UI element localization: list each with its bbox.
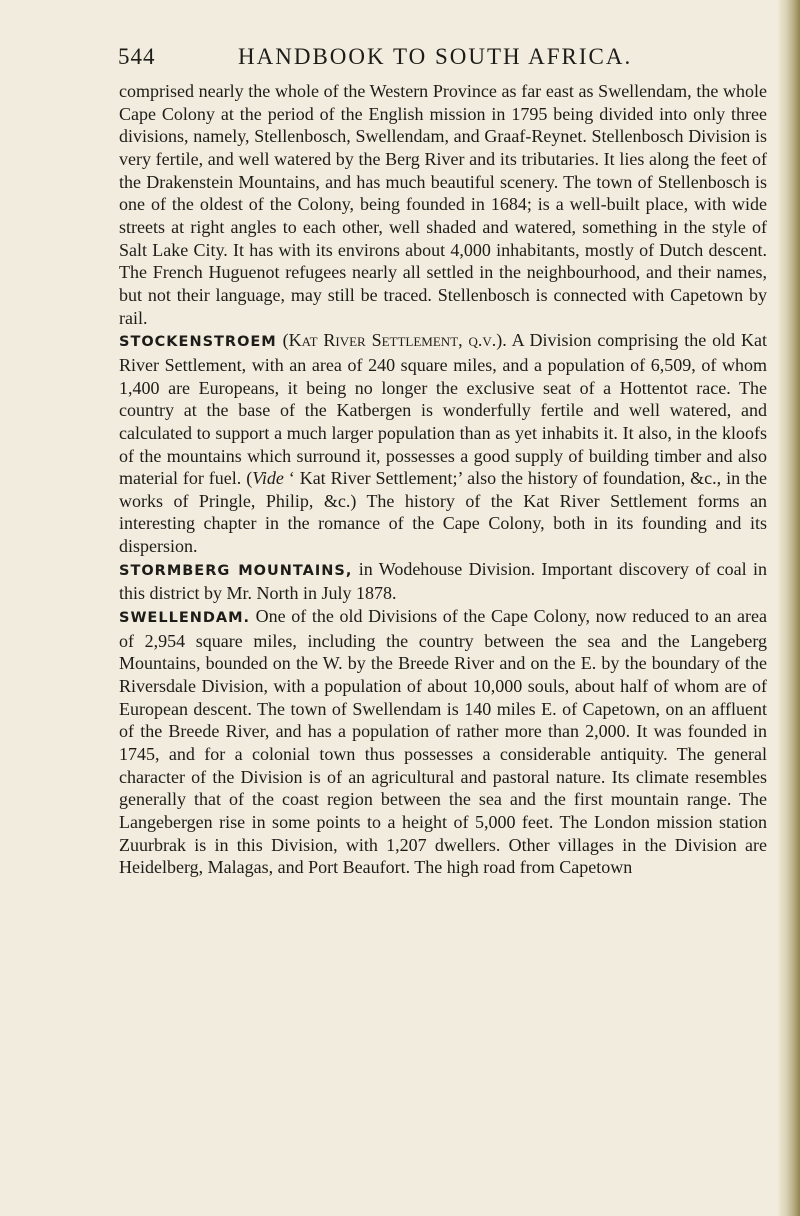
- page-body: [119, 80, 767, 879]
- running-title: HANDBOOK TO SOUTH AFRICA.: [238, 44, 633, 69]
- entry-text: in Wodehouse Division. Important discovery of coal in this district by Mr. North in July 1878.: [119, 558, 767, 604]
- entry-cross-reference: (Kat River Settlement, q.v.).: [282, 330, 507, 351]
- entry-swellendam: [119, 605, 767, 879]
- running-header: [118, 44, 768, 78]
- entry-text: A Division comprising the old Kat River Settlement, with an area of 240 square miles, and a population of 6,509, of whom 1,400 are Europeans, it being no longer the exclusive seat of a Hottentot race. The country at the base of the Katbergen is wonderfully fertile and well watered, and calculated to support a much larger population than as yet inhabits it. It also, in the kloofs of the mountains which surround it, possesses a good supply of building timber and also material for fuel. (: [119, 330, 768, 489]
- page-edge-shadow: [778, 0, 800, 1216]
- entry-text: One of the old Divisions of the Cape Colony, now reduced to an area of 2,954 square miles, including the country between the sea and the Langeberg Mountains, bounded on the W. by the Breede River and on the E. by the boundary of the Riversdale Division, with a population of about 10,000 souls, about half of whom are of European descent. The town of Swellendam is 140 miles E. of Capetown, on an affluent of the Breede River, and has a population of rather more than 2,000. It was founded in 1745, and for a colonial town thus possesses a considerable antiquity. The general character of the Division is of an agricultural and pastoral nature. Its climate resembles generally that of the coast region between the sea and the first mountain range. The Langebergen rise in some points to a height of 5,000 feet. The London mission station Zuurbrak is in this Division, with 1,207 dwellers. Other villages in the Division are Heidelberg, Malagas, and Port Beaufort. The high road from Capetown: [119, 606, 767, 878]
- entry-vide: Vide: [252, 468, 284, 489]
- entry-text-continued: ‘ Kat River Settlement;’ also the history of foundation, &c., in the works of Pringle, Philip, &c.) The history of the Kat River Settlement forms an interesting chapter in the romance of the Cape Colony, both in its founding and its dispersion.: [119, 468, 767, 557]
- entry-headword: STORMBERG MOUNTAINS,: [119, 562, 353, 579]
- entry-stormberg-mountains: [119, 558, 767, 605]
- entry-stockenstroem: [119, 329, 767, 558]
- paragraph-stellenbosch-continued: comprised nearly the whole of the Western Province as far east as Swellendam, the whole Cape Colony at the period of the English mission in 1795 being divided into only three divisions, namely, Stellenbosch, Swellendam, and Graaf-Reynet. Stellenbosch Division is very fertile, and well watered by the Berg River and its tributaries. It lies along the feet of the Drakenstein Mountains, and has much beautiful scenery. The town of Stellenbosch is one of the oldest of the Colony, being founded in 1684; is a well-built place, with wide streets at right angles to each other, well shaded and watered, something in the style of Salt Lake City. It has with its environs about 4,000 inhabitants, mostly of Dutch descent. The French Huguenot refugees nearly all settled in the neighbourhood, and their names, but not their language, may still be traced. Stellenbosch is connected with Capetown by rail.: [119, 81, 767, 328]
- entry-headword: STOCKENSTROEM: [119, 334, 277, 351]
- entry-headword: SWELLENDAM.: [119, 610, 251, 627]
- page-number: 544: [118, 44, 156, 69]
